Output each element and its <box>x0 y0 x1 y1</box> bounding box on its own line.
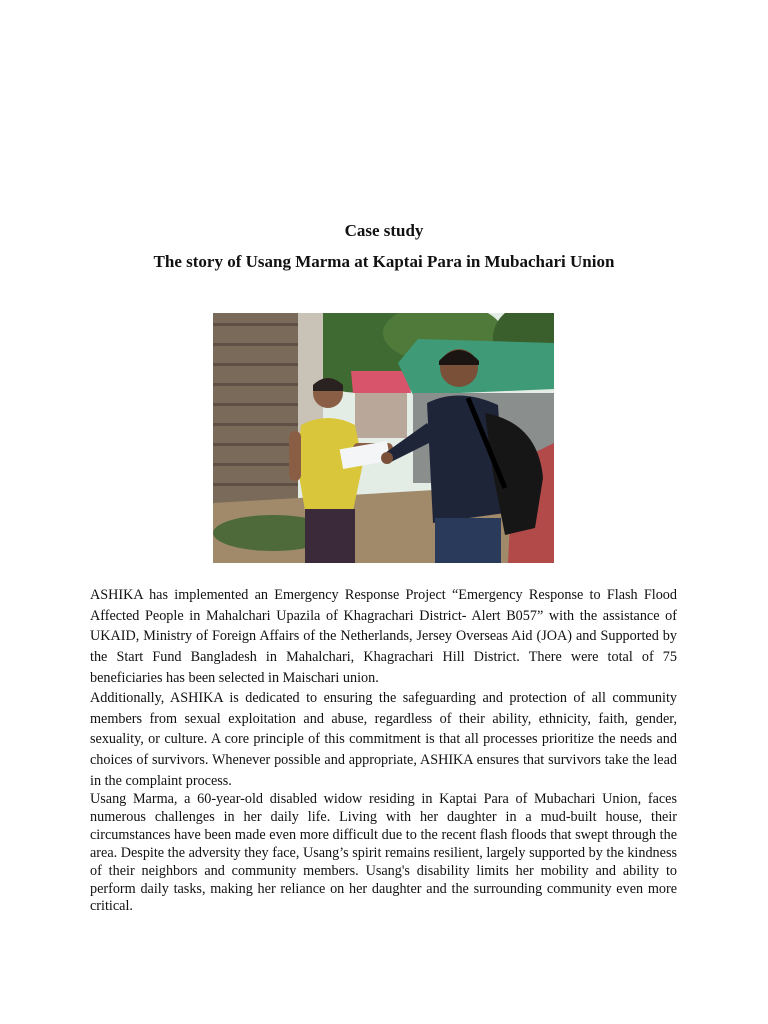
paragraph-safeguarding: Additionally, ASHIKA is dedicated to ensuring the safeguarding and protection of all community members from sexual exploitation and abuse, regardless of their ability, ethnicity, faith, gender, sexuality, or culture. A core principle of this commitment is that all processes prioritize the needs and choices of survivors. Whenever possible and appropriate, ASHIKA ensures that survivors take the lead in the complaint process. <box>90 690 677 789</box>
case-study-heading: Case study <box>344 221 424 240</box>
paragraph-project-intro: ASHIKA has implemented an Emergency Response Project “Emergency Response to Flash Flood Affected People in Mahalchari Upazila of Khagrachari District- Alert B057” with the assistance of UKAID, Ministry of Foreign Affairs of the Netherlands, Jersey Overseas Aid (JOA) and Supported by the Start Fund Bangladesh in Mahalchari, Khagrachari Hill District. There were total of 75 beneficiaries has been selected in Maischari union. <box>90 587 677 686</box>
story-title: The story of Usang Marma at Kaptai Para in Mubachari Union <box>153 252 615 271</box>
paragraph-usang-story: Usang Marma, a 60-year-old disabled widow residing in Kaptai Para of Mubachari Union, faces numerous challenges in her daily life. Living with her daughter in a mud-built house, their circumstances have been made even more difficult due to the recent flash floods that swept through the area. Despite the adversity they face, Usang’s spirit remains resilient, largely supported by the kindness of their neighbors and community members. Usang's disability limits her mobility and ability to perform daily tasks, making her reliance on her daughter and the surrounding community even more critical. <box>90 791 677 915</box>
photo-cheque-handover <box>213 313 554 563</box>
